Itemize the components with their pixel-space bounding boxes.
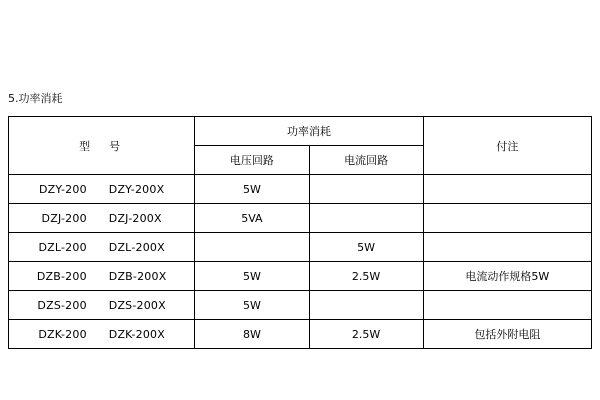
cell-current: 5W [309, 233, 423, 262]
cell-note [423, 204, 591, 233]
header-model: 型 号 [9, 117, 195, 175]
table-row [9, 320, 592, 349]
cell-model [9, 320, 195, 349]
table-row [9, 291, 592, 320]
cell-note [423, 233, 591, 262]
table-body [9, 175, 592, 349]
cell-note [423, 175, 591, 204]
model-code-right: DZB-200X [108, 269, 167, 283]
table-header [9, 117, 592, 175]
model-code-right: DZK-200X [108, 327, 165, 341]
power-consumption-table [8, 116, 592, 349]
cell-current: 2.5W [309, 262, 423, 291]
cell-current [309, 204, 423, 233]
table-row [9, 262, 592, 291]
cell-voltage: 5W [195, 175, 309, 204]
cell-model [9, 291, 195, 320]
cell-voltage: 5VA [195, 204, 309, 233]
cell-current [309, 291, 423, 320]
cell-current [309, 175, 423, 204]
cell-model [9, 233, 195, 262]
cell-voltage: 5W [195, 291, 309, 320]
table-header-row-1 [9, 117, 592, 146]
power-consumption-table-container [8, 116, 592, 349]
cell-note [423, 291, 591, 320]
model-code-left: DZY-200 [38, 182, 87, 196]
cell-current: 2.5W [309, 320, 423, 349]
model-code-left: DZB-200 [36, 269, 87, 283]
cell-model [9, 175, 195, 204]
table-row [9, 175, 592, 204]
model-code-left: DZL-200 [38, 240, 87, 254]
cell-voltage: 5W [195, 262, 309, 291]
cell-note: 包括外附电阻 [423, 320, 591, 349]
section-heading: 5.功率消耗 [8, 92, 63, 105]
model-code-right: DZJ-200X [108, 211, 162, 225]
cell-voltage: 8W [195, 320, 309, 349]
table-row [9, 204, 592, 233]
model-code-left: DZJ-200 [41, 211, 87, 225]
cell-voltage [195, 233, 309, 262]
header-voltage-circuit: 电压回路 [195, 146, 309, 175]
model-code-left: DZS-200 [37, 298, 87, 312]
model-code-left: DZK-200 [38, 327, 87, 341]
cell-model [9, 262, 195, 291]
header-note: 付注 [423, 117, 591, 175]
cell-model [9, 204, 195, 233]
model-code-right: DZL-200X [108, 240, 165, 254]
model-code-right: DZS-200X [108, 298, 166, 312]
cell-note: 电流动作规格5W [423, 262, 591, 291]
model-code-right: DZY-200X [108, 182, 165, 196]
header-power-consumption: 功率消耗 [195, 117, 423, 146]
header-current-circuit: 电流回路 [309, 146, 423, 175]
table-row [9, 233, 592, 262]
